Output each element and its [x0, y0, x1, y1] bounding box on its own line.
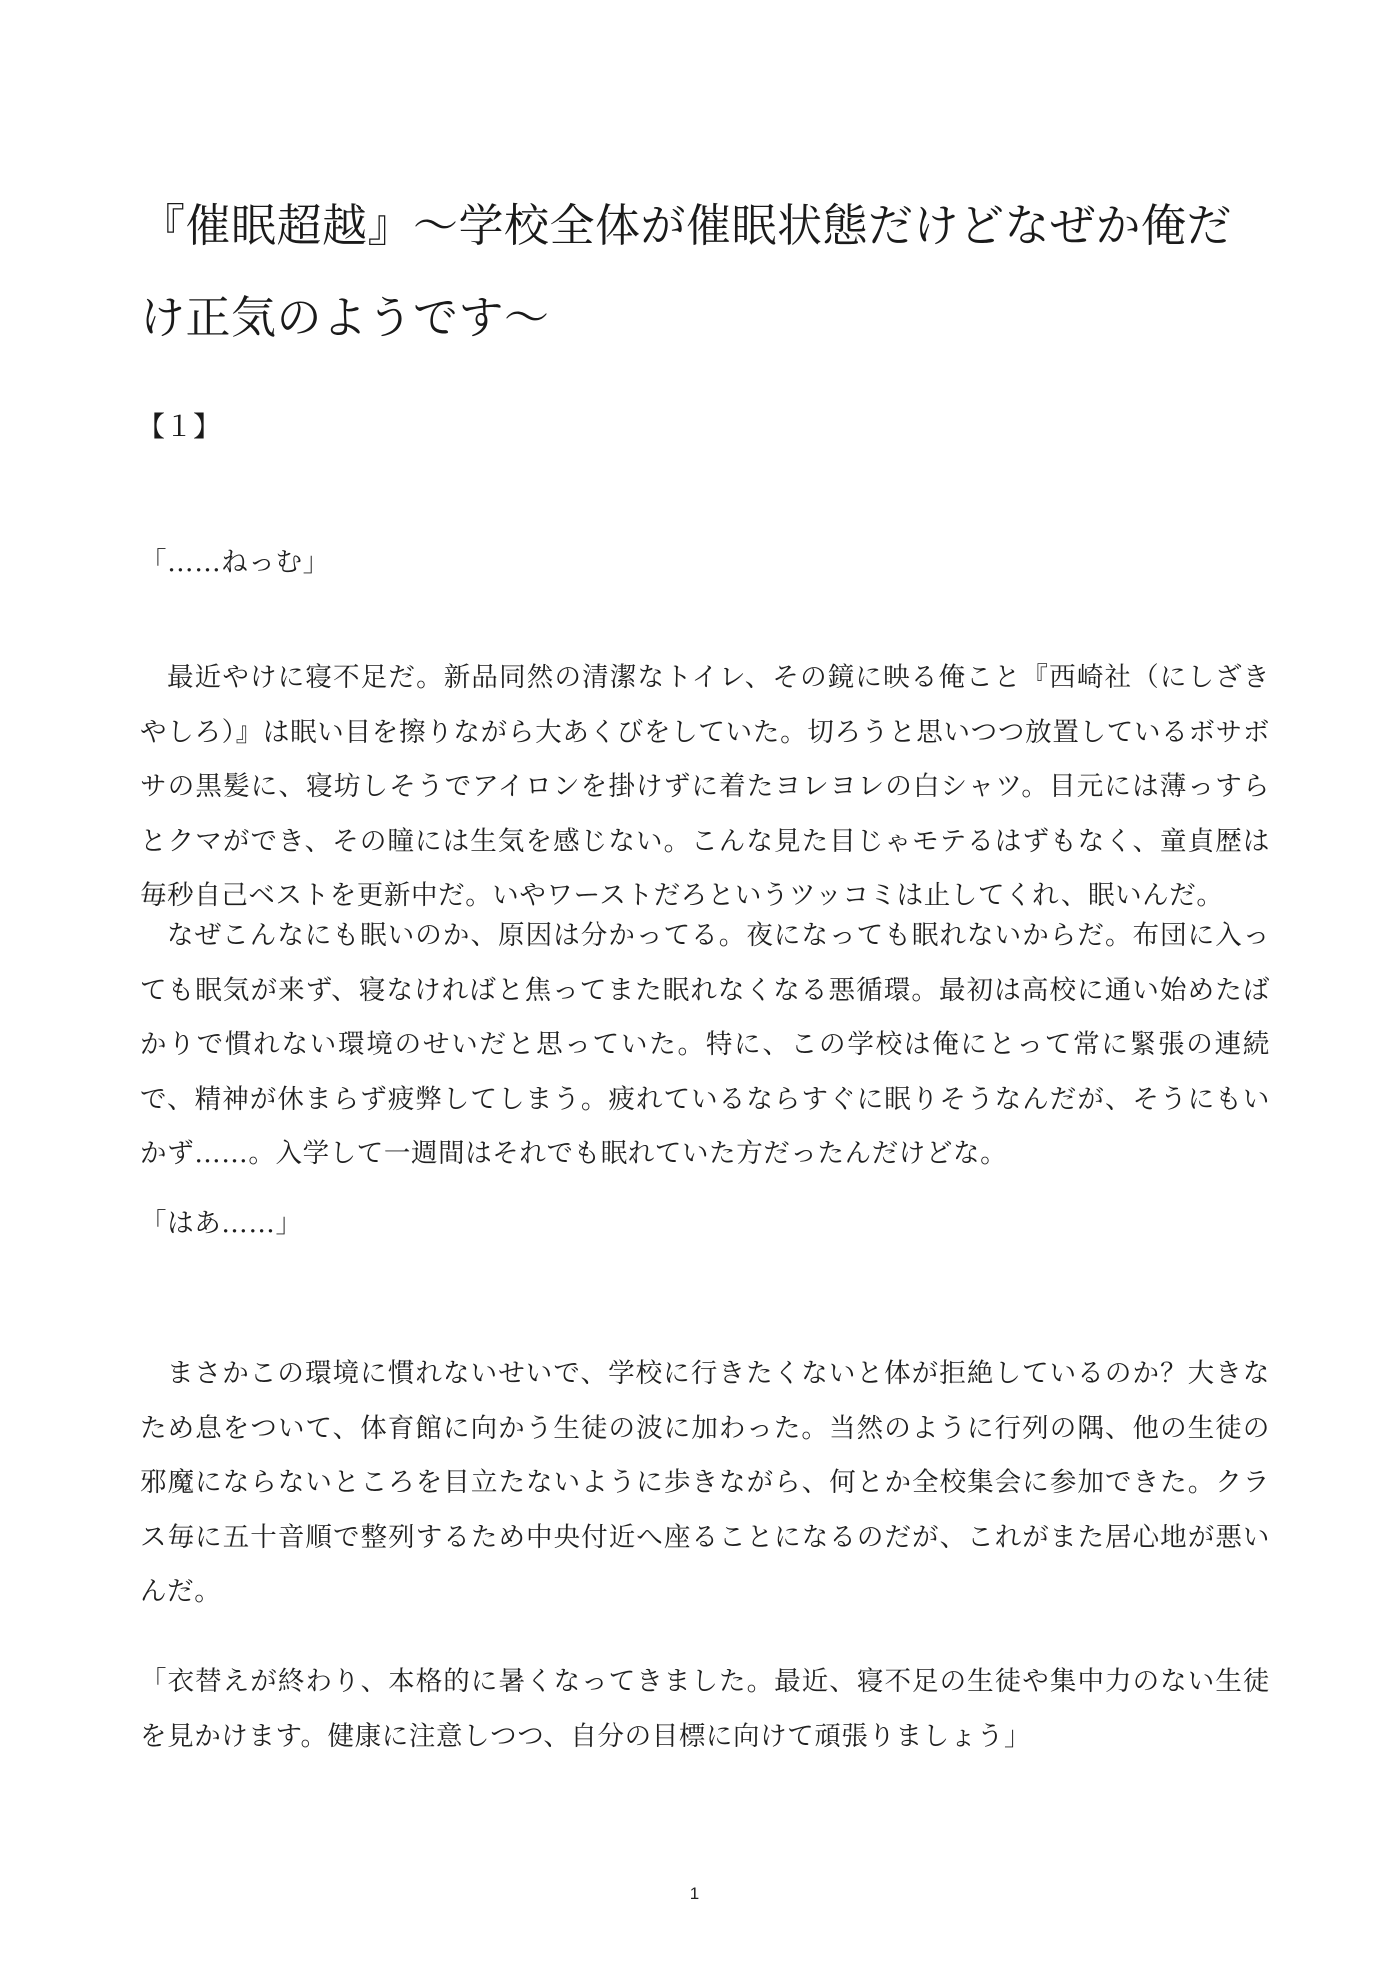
chapter-heading: 【１】: [137, 410, 222, 443]
document-title: 『催眠超越』〜学校全体が催眠状態だけどなぜか俺だけ正気のようです〜: [140, 199, 1233, 344]
dialogue-line: 「はあ……」: [140, 1208, 303, 1239]
dialogue-line: 「衣替えが終わり、本格的に暑くなってきました。最近、寝不足の生徒や集中力のない生徒を見かけます。健康に注意しつつ、自分の目標に向けて頑張りましょう」: [140, 1666, 1270, 1752]
body-paragraph: 最近やけに寝不足だ。新品同然の清潔なトイレ、その鏡に映る俺こと『西崎社（にしざきやしろ）』は眠い目を擦りながら大あくびをしていた。切ろうと思いつつ放置しているボサボサの黒髪に、寝坊しそうでアイロンを掛けずに着たヨレヨレの白シャツ。目元には薄っすらとクマができ、その瞳には生気を感じない。こんな見た目じゃモテるはずもなく、童貞歴は毎秒自己ベストを更新中だ。いやワーストだろというツッコミは止してくれ、眠いんだ。: [140, 662, 1270, 911]
dialogue-line: 「……ねっむ」: [140, 547, 330, 578]
page-number: 1: [689, 1884, 700, 1903]
body-paragraph: なぜこんなにも眠いのか、原因は分かってる。夜になっても眠れないからだ。布団に入っても眠気が来ず、寝なければと焦ってまた眠れなくなる悪循環。最初は高校に通い始めたばかりで慣れない環境のせいだと思っていた。特に、この学校は俺にとって常に緊張の連続で、精神が休まらず疲弊してしまう。疲れているならすぐに眠りそうなんだが、そうにもいかず……。入学して一週間はそれでも眠れていた方だったんだけどな。: [140, 920, 1270, 1169]
body-paragraph: まさかこの環境に慣れないせいで、学校に行きたくないと体が拒絶しているのか？大きなため息をついて、体育館に向かう生徒の波に加わった。当然のように行列の隅、他の生徒の邪魔にならないところを目立たないように歩きながら、何とか全校集会に参加できた。クラス毎に五十音順で整列するため中央付近へ座ることになるのだが、これがまた居心地が悪いんだ。: [140, 1358, 1270, 1607]
